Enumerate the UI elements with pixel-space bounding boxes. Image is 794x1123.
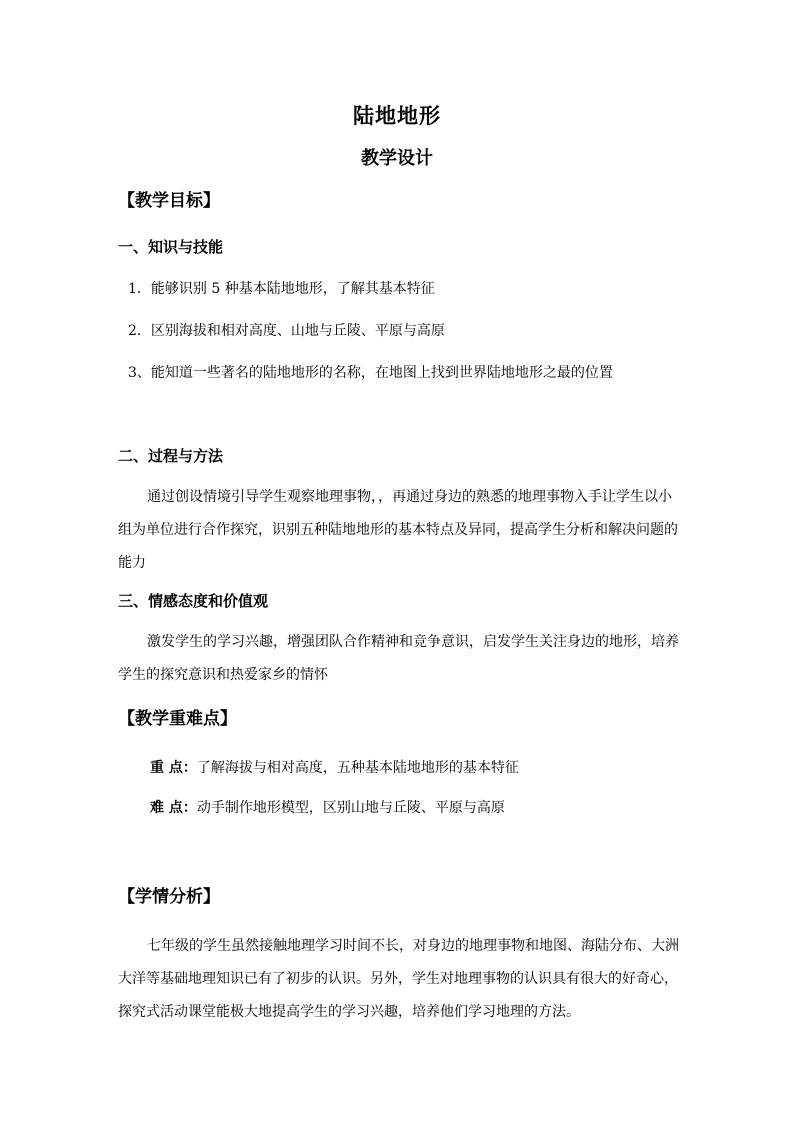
process-line-3: 能力 bbox=[118, 555, 146, 571]
subsection-heading-process: 二、过程与方法 bbox=[118, 447, 224, 465]
emotion-line-2: 学生的探究意识和热爱家乡的情怀 bbox=[118, 667, 328, 683]
analysis-paragraph bbox=[118, 930, 678, 1029]
process-paragraph bbox=[118, 481, 678, 580]
document-title: 陆地地形 bbox=[353, 103, 441, 128]
section-heading-keypoints: 【教学重难点】 bbox=[118, 709, 237, 729]
section-heading-goals: 【教学目标】 bbox=[118, 191, 220, 211]
analysis-line-2: 大洋等基础地理知识已有了初步的认识。另外，学生对地理事物的认识具有很大的好奇心， bbox=[118, 971, 678, 987]
subsection-heading-emotion: 三、情感态度和价值观 bbox=[118, 592, 269, 610]
knowledge-item-3: 3、能知道一些著名的陆地地形的名称，在地图上找到世界陆地地形之最的位置 bbox=[128, 365, 613, 381]
keypoint-important-text: 了解海拔与相对高度，五种基本陆地地形的基本特征 bbox=[196, 760, 519, 776]
keypoint-difficult-text: 动手制作地形模型，区别山地与丘陵、平原与高原 bbox=[196, 800, 505, 816]
knowledge-item-1: 1．能够识别 5 种基本陆地地形，了解其基本特征 bbox=[128, 281, 435, 297]
keypoint-difficult-label: 难 点： bbox=[150, 800, 197, 816]
subsection-heading-knowledge: 一、知识与技能 bbox=[118, 238, 224, 256]
process-line-2: 组为单位进行合作探究，识别五种陆地地形的基本特点及异同，提高学生分析和解决问题的 bbox=[118, 522, 678, 538]
keypoint-important-label: 重 点： bbox=[150, 760, 197, 776]
section-heading-analysis: 【学情分析】 bbox=[118, 887, 220, 907]
analysis-line-3: 探究式活动课堂能极大地提高学生的学习兴趣，培养他们学习地理的方法。 bbox=[118, 1004, 580, 1020]
process-line-1: 通过创设情境引导学生观察地理事物，，再通过身边的熟悉的地理事物入手让学生以小 bbox=[147, 489, 672, 505]
keypoint-difficult bbox=[150, 797, 505, 819]
emotion-line-1: 激发学生的学习兴趣，增强团队合作精神和竞争意识，启发学生关注身边的地形，培养 bbox=[147, 634, 679, 650]
knowledge-item-2: 2．区别海拔和相对高度、山地与丘陵、平原与高原 bbox=[128, 323, 445, 339]
document-subtitle: 教学设计 bbox=[361, 148, 433, 169]
keypoint-important bbox=[150, 757, 519, 779]
analysis-line-1: 七年级的学生虽然接触地理学习时间不长，对身边的地理事物和地图、海陆分布、大洲 bbox=[147, 938, 679, 954]
emotion-paragraph bbox=[118, 626, 678, 692]
